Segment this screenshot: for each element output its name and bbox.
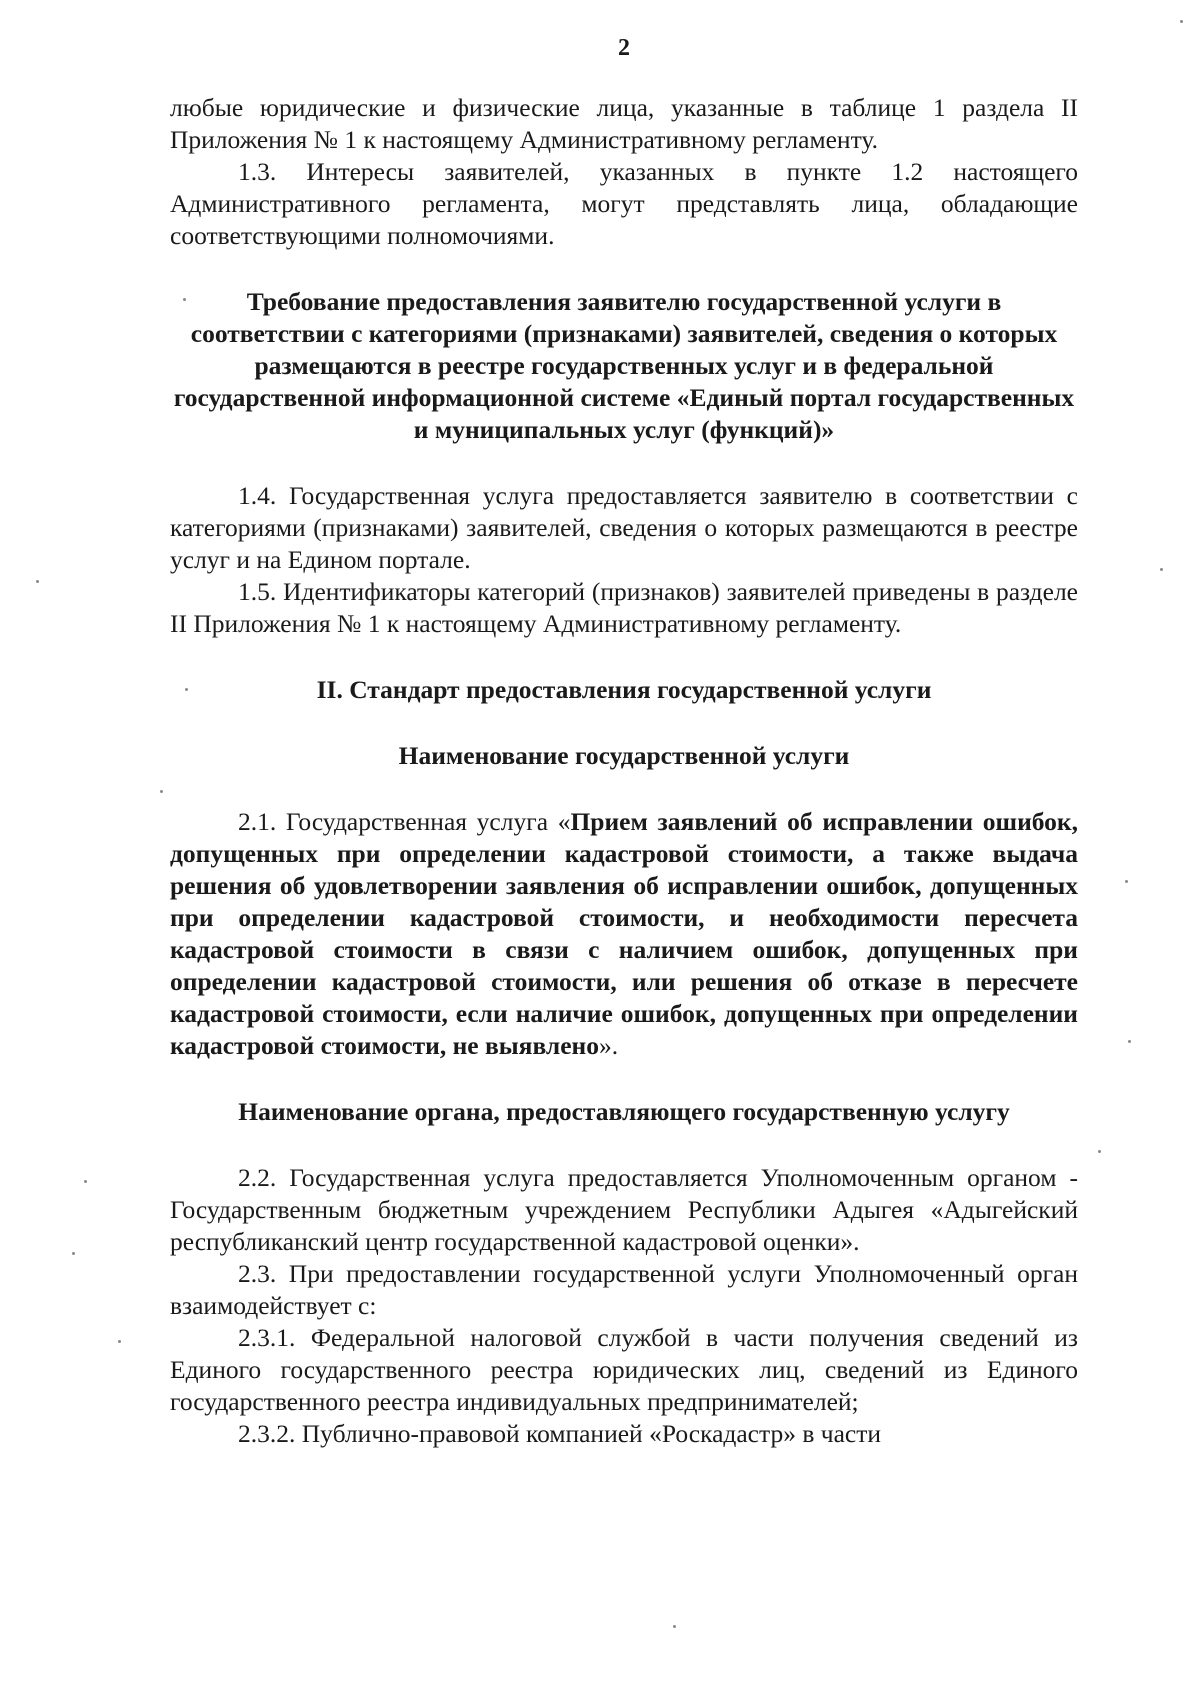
scan-speck (72, 1252, 75, 1255)
paragraph-2-1-suffix: ». (598, 1031, 619, 1060)
paragraph-2-1 (170, 806, 1078, 1062)
scan-speck (1098, 1150, 1101, 1153)
page-number: 2 (618, 35, 630, 61)
scan-speck (185, 688, 188, 691)
heading-service-name: Наименование государственной услуги (398, 741, 850, 770)
scan-speck (183, 298, 186, 301)
heading-section-2: II. Стандарт предоставления государственной услуги (316, 675, 932, 704)
heading-authority: Наименование органа, предоставляющего государственную услугу (238, 1097, 1010, 1126)
paragraph-applicants-continued: любые юридические и физические лица, указанные в таблице 1 раздела II Приложения № 1 к настоящему Административному регламенту. (170, 93, 1078, 154)
service-title: Прием заявлений об исправлении ошибок, допущенных при определении кадастровой стоимости, а также выдача решения об удовлетворении заявления об исправлении ошибок, допущенных при определении кадастровой стоимости, и необходимости пересчета кадастровой стоимости в связи с наличием ошибок, допущенных при определении кадастровой стоимости, или решения об отказе в пересчете кадастровой стоимости, если наличие ошибок, допущенных при определении кадастровой стоимости, не выявлено (170, 807, 1078, 1060)
scan-speck (1125, 880, 1128, 883)
scan-speck (673, 1625, 676, 1628)
paragraph-2-3-1: 2.3.1. Федеральной налоговой службой в части получения сведений из Единого государственного реестра юридических лиц, сведений из Единого государственного реестра индивидуальных предпринимателей; (170, 1323, 1078, 1416)
scan-speck (1128, 1040, 1131, 1043)
scan-speck (160, 790, 163, 793)
document-page (170, 32, 1078, 1450)
paragraph-2-1-prefix: 2.1. Государственная услуга « (238, 807, 571, 836)
scan-speck (84, 1180, 87, 1183)
paragraph-2-3-2: 2.3.2. Публично-правовой компанией «Роскадастр» в части (238, 1419, 881, 1448)
paragraph-1-3: 1.3. Интересы заявителей, указанных в пункте 1.2 настоящего Административного регламента, могут представлять лица, обладающие соответствующими полномочиями. (170, 157, 1078, 250)
scan-speck (1160, 568, 1163, 571)
paragraph-1-4: 1.4. Государственная услуга предоставляется заявителю в соответствии с категориями (признаками) заявителей, сведения о которых размещаются в реестре услуг и на Едином портале. (170, 481, 1078, 574)
scan-speck (118, 1340, 121, 1343)
scan-speck (1180, 20, 1183, 23)
scan-speck (36, 580, 39, 583)
paragraph-1-5: 1.5. Идентификаторы категорий (признаков) заявителей приведены в разделе II Приложения № 1 к настоящему Административному регламенту. (170, 577, 1078, 638)
heading-requirement: Требование предоставления заявителю государственной услуги в соответствии с категориями (признаками) заявителей, сведения о которых размещаются в реестре государственных услуг и в федеральной государственной информационной системе «Единый портал государственных и муниципальных услуг (функций)» (173, 287, 1075, 444)
paragraph-2-2: 2.2. Государственная услуга предоставляется Уполномоченным органом - Государственным бюджетным учреждением Республики Адыгея «Адыгейский республиканский центр государственной кадастровой оценки». (170, 1163, 1078, 1256)
paragraph-2-3: 2.3. При предоставлении государственной услуги Уполномоченный орган взаимодействует с: (170, 1259, 1078, 1320)
